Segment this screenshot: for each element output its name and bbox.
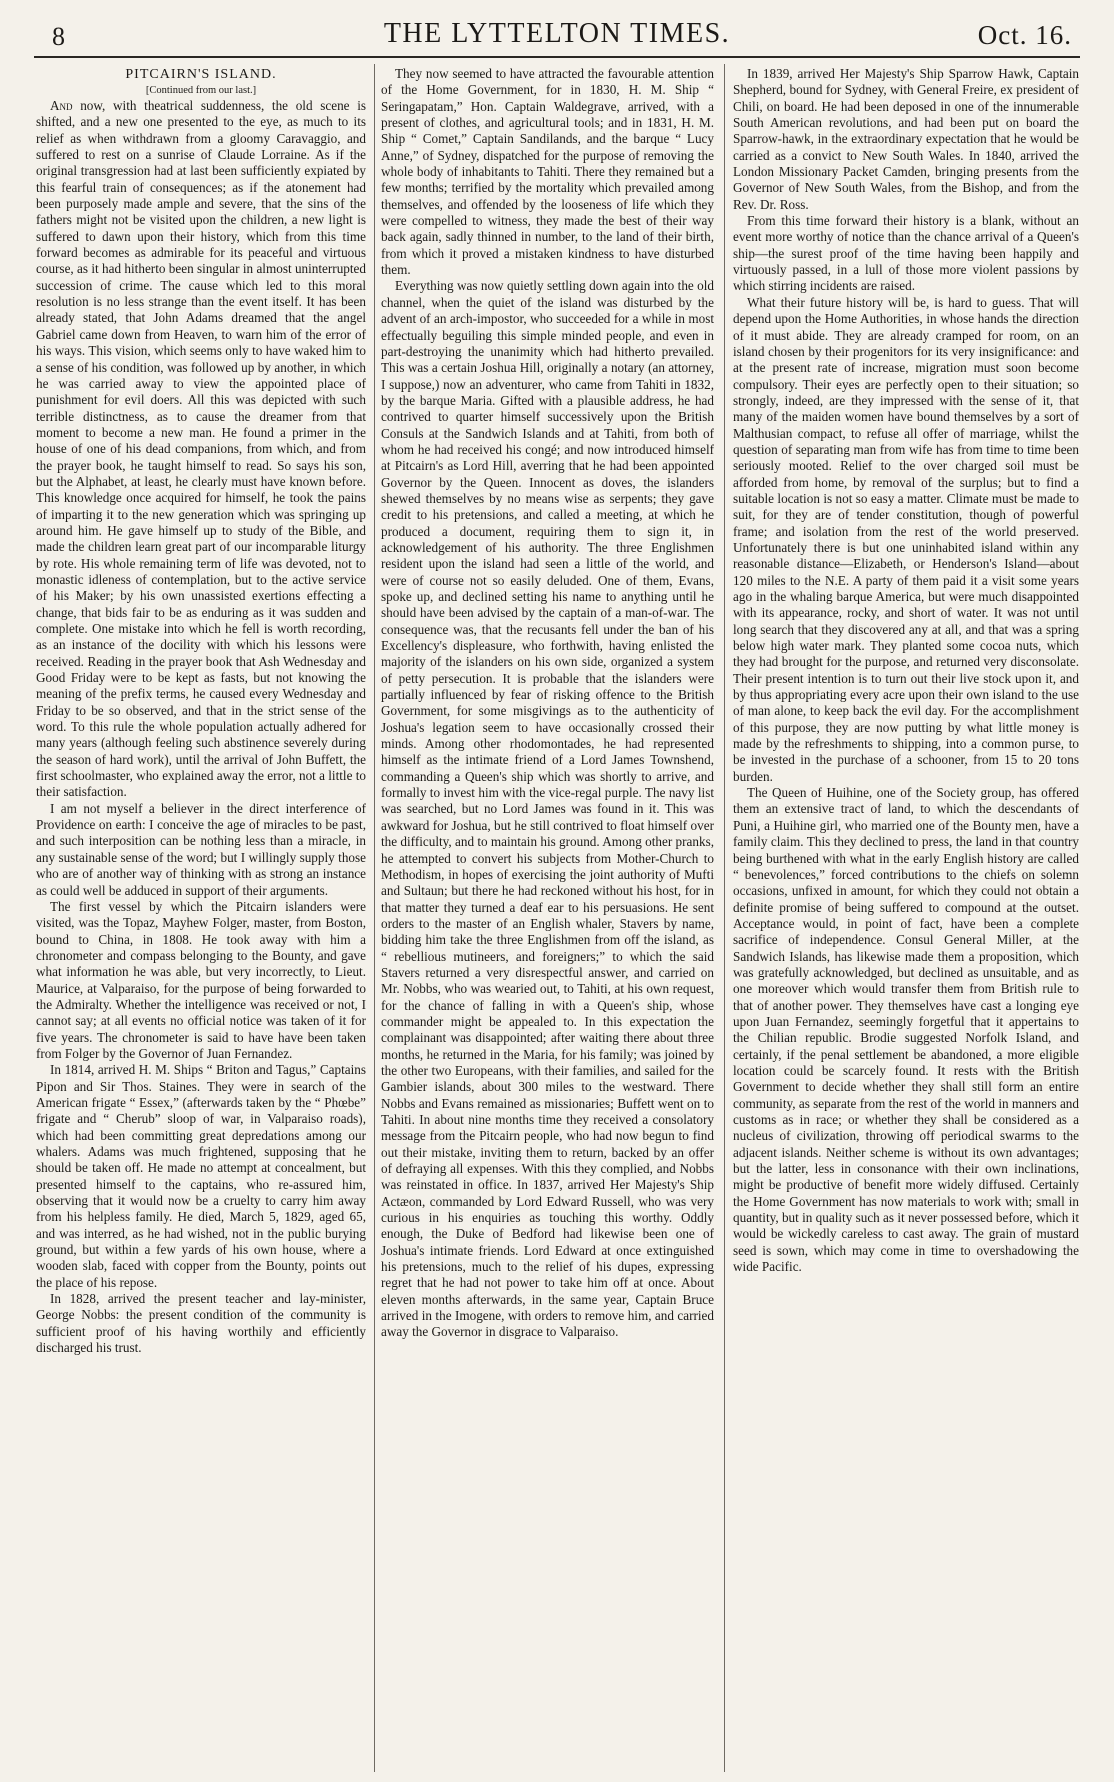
article-continued-note: [Continued from our last.] [145,85,257,96]
paragraph [36,98,366,801]
paragraph: In 1814, arrived H. M. Ships “ Briton and Tagus,” Captains Pipon and Sir Thos. Staines. They were in search of the American frigate “ Essex,” (afterwards taken by the “ Phœbe” frigate and “ Cherub” sloop of war, in Valparaiso roads), which had been committing great depredations among our whalers. Adams was much frightened, supposing that he should be taken off. He made no attempt at concealment, but presented himself to the captains, who re-assured him, observing that it would now be a cruelty to carry him away from his helpless family. He died, March 5, 1829, aged 65, and was interred, as he had wished, not in the public burying ground, but within a few yards of his own house, where a wooden slab, faced with copper from the Bounty, points out the place of his repose. [36,1062,366,1290]
paragraph: Everything was now quietly settling down again into the old channel, when the quiet of the island was disturbed by the advent of an arch-impostor, who succeeded for a while in most effectually beguiling this simple minded people, and even in part-destroying the unanimity which had hitherto prevailed. This was a certain Joshua Hill, originally a notary (an attorney, I suppose,) now an adventurer, who came from Tahiti in 1832, by the barque Maria. Gifted with a plausible address, he had contrived to quarter himself successively upon the British Consuls at the Sandwich Islands and at Tahiti, from both of whom he had received his congé; and now introduced himself at Pitcairn's as Lord Hill, averring that he had been appointed Governor by the Queen. Innocent as doves, the islanders shewed themselves by no means wise as serpents; they gave credit to his pretensions, and called a meeting, at which he produced a document, requiring them to sign it, in acknowledgement of his authority. The three Englishmen resident upon the island had seen a little of the world, and were of course not so easily deluded. One of them, Evans, spoke up, and declined setting his name to anything until he should have been advised by the captain of a man-of-war. The consequence was, that the recusants fell under the ban of his Excellency's displeasure, who forthwith, having enlisted the majority of the islanders on his own side, organized a system of petty persecution. It is probable that the islanders were partially influenced by fear of risking offence to the British Government, for some misgivings as to the authenticity of Joshua's legation seem to have occasionally crossed their minds. Among other rhodomontades, he had represented himself as the intimate friend of a Lord James Townshend, commanding a Queen's ship which was shortly to arrive, and formally to invest him with the vice-regal purple. The navy list was searched, but no Lord James was found in it. This was awkward for Joshua, but he still contrived to float himself over the difficulty, and to maintain his ground. Among other pranks, he attempted to convert his subjects from Mother-Church to Methodism, in hopes of exercising the joint authority of Mufti and Sultaun; but there he had reckoned without his host, for in that matter they turned a deaf ear to his persuasions. He sent orders to the master of an English whaler, Stavers by name, bidding him take the three Englishmen from off the island, as “ rebellious mutineers, and foreigners;” to which the said Stavers returned a very disrespectful answer, and carried on Mr. Nobbs, who was wearied out, to Tahiti, at his own request, for the chance of falling in with a Queen's ship, whose commander might be appealed to. In this expectation the complainant was disappointed; after waiting there about three months, he returned in the Maria, for his family; was joined by the other two Europeans, with their families, and sailed for the Gambier islands, about 300 miles to the westward. There Nobbs and Evans remained as missionaries; Buffett went on to Tahiti. In about nine months time they received a consolatory message from the Pitcairn people, who had now begun to find out their mistake, inviting them to return, backed by an offer of defraying all expenses. With this they complied, and Nobbs was reinstated in office. In 1837, arrived Her Majesty's Ship Actæon, commanded by Lord Edward Russell, who was very curious in his enquiries as touching this worthy. Oddly enough, the Duke of Bedford had likewise been one of Joshua's intimate friends. Lord Edward at once extinguished his pretensions, much to the relief of his dupes, expressing regret that he had not power to take him off at once. About eleven months afterwards, in the same year, Captain Bruce arrived in the Imogene, with orders to remove him, and carried away the Governor in disgrace to Valparaiso. [381,278,714,1340]
lead-word: And [50,98,73,113]
paragraph: In 1839, arrived Her Majesty's Ship Sparrow Hawk, Captain Shepherd, bound for Sydney, with General Freire, ex president of Chili, on board. He had been deposed in one of the innumerable South American revolutions, and had been put on board the Sparrow-hawk, in the extraordinary expectation that he would be carried as a convict to New South Wales. In 1840, arrived the London Missionary Packet Camden, bringing presents from the Governor of New South Wales, from the Bishop, and from the Rev. Dr. Ross. [733,66,1079,212]
paragraph: The Queen of Huihine, one of the Society group, has offered them an extensive tract of land, to which the descendants of Puni, a Huihine girl, who married one of the Bounty men, have a family claim. This they declined to press, the land in that country being burthened with what in the early English history are called “ benevolences,” forced contributions to the chiefs on solemn occasions, unfixed in amount, for which they could not obtain a definite promise of being suffered to compound at the outset. Acceptance would, in point of fact, have been a complete sacrifice of independence. Consul General Miller, at the Sandwich Islands, has likewise made them a proposition, which was gratefully acknowledged, but declined as unsuitable, and as one moreover which would transfer them from British rule to that of another power. They themselves have cast a longing eye upon Juan Fernandez, seemingly forgetful that it appertains to the Chilian republic. Brodie suggested Norfolk Island, and certainly, if the penal settlement be abandoned, a more eligible location could be scarcely found. It rests with the British Government to decide whether they shall still form an entire community, as separate from the rest of the world in manners and customs as in race; or whether they shall be considered as a nucleus of civilization, throwing off periodical swarms to the adjacent islands. Neither scheme is without its own advantages; but the latter, less in consonance with their own inclinations, might be productive of benefit more widely diffused. Certainly the Home Government has now materials to work with; small in quantity, but in quality such as it never possessed before, which it would be wickedly careless to cast away. The grain of mustard seed is sown, which may come in time to overshadowing the wide Pacific. [733,785,1079,1275]
column-3 [733,66,1079,1772]
masthead [34,16,1080,58]
paragraph: I am not myself a believer in the direct interference of Providence on earth: I conceive the age of miracles to be past, and such interposition can be nothing less than a miracle, in any sustainable sense of the word; but I willingly supply those who are of another way of thinking with as strong an instance as could well be adduced in support of their arguments. [36,800,366,898]
paragraph: From this time forward their history is a blank, without an event more worthy of notice than the chance arrival of a Queen's ship—the surest proof of the time having been happily and virtuously passed, in a lull of those more violent passions by which stirring incidents are raised. [733,213,1079,294]
column-2 [381,66,714,1772]
paragraph: They now seemed to have attracted the favourable attention of the Home Government, for in 1830, H. M. Ship “ Seringapatam,” Hon. Captain Waldegrave, arrived, with a present of clothes, and agricultural tools; and in 1831, H. M. Ship “ Comet,” Captain Sandilands, and the barque “ Lucy Anne,” of Sydney, dispatched for the purpose of removing the whole body of inhabitants to Tahiti. There they remained but a few months; terrified by the mortality which prevailed among themselves, and offended by the looseness of life which they were compelled to witness, they made the best of their way back again, sadly thinned in number, to the land of their birth, from which it proved a mistaken kindness to have disturbed them. [381,66,714,278]
issue-date: Oct. 16. [977,20,1072,50]
newspaper-title: THE LYTTELTON TIMES. [383,18,731,49]
paragraph: The first vessel by which the Pitcairn islanders were visited, was the Topaz, Mayhew Folger, master, from Boston, bound to China, in 1808. He took away with him a chronometer and compass belonging to the Bounty, and gave what information he was able, but very incorrectly, to Lieut. Maurice, at Valparaiso, for the purpose of being forwarded to the Admiralty. Whether the intelligence was received or not, I cannot say; at all events no official notice was taken of it for five years. The chronometer is said to have have been taken from Folger by the Governor of Juan Fernandez. [36,898,366,1061]
column-1 [36,66,366,1772]
page-number: 8 [52,22,65,51]
paragraph: What their future history will be, is hard to guess. That will depend upon the Home Authorities, in whose hands the direction of it must abide. They are already cramped for room, on an island chosen by their progenitors for its very insignificance: and at the present rate of increase, migration must soon become compulsory. Their eyes are perfectly open to their situation; so strongly, indeed, are they impressed with the sense of it, that many of the maiden women have bound themselves by a sort of Malthusian compact, to refuse all offer of marriage, whilst the question of separating man from wife has from time to time been seriously mooted. Relief to the over charged soil must be afforded from home, by removal of the surplus; but to find a suitable location is not so easy a matter. Climate must be made to suit, for they are of tender constitution, though of powerful frame; and isolation from the rest of the world preserved. Unfortunately there is but one uninhabited island within any reasonable distance—Elizabeth, or Henderson's Island—about 120 miles to the N.E. A party of them paid it a visit some years ago in the whaling barque America, but were much disappointed with its appearance, rocky, and short of water. It was not until long search that they discovered any at all, and that was a spring below high water mark. They planted some cocoa nuts, which they had brought for the purpose, and returned very disconsolate. Their present intention is to turn out their live stock upon it, and by thus appropriating every acre upon their own island to the use of man alone, to keep back the evil day. For the accomplishment of this purpose, they are now putting by what little money is made by the refreshments to shipping, into a common purse, to be invested in the purchase of a schooner, from 15 to 20 tons burden. [733,294,1079,784]
paragraph: In 1828, arrived the present teacher and lay-minister, George Nobbs: the present condition of the community is sufficient proof of his having worthily and efficiently discharged his trust. [36,1291,366,1356]
paragraph-text: now, with theatrical suddenness, the old scene is shifted, and a new one presented to the eye, as much to its relief as when withdrawn from a gloomy Caravaggio, and suffered to rest on a sunrise of Claude Lorraine. As if the original transgression had at last been sufficiently expiated by this fearful train of consequences; as if the atonement had been purposely made ample and severe, that the sins of the fathers might not be visited upon the children, a new light is suffered to dawn upon their history, which from this time forward becomes as admirable for its peaceful and virtuous course, as it had hitherto been singular in almost uninterrupted succession of crime. The cause which led to this moral resolution is no less strange than the event itself. It has been already stated, that John Adams dreamed that the angel Gabriel came down from Heaven, to warn him of the error of his ways. This vision, which seems only to have waked him to a sense of his condition, was followed up by another, in which he was carried away to view the appointed place of punishment for evil doers. All this was depicted with such terrible distinctness, as to cause the dreamer from that moment to become a new man. He found a primer in the house of one of his dead companions, from which, and from the prayer book, he taught himself to read. So says his son, but the Alphabet, at least, he clearly must have known before. This knowledge once acquired for himself, he took the pains of imparting it to the new generation which was springing up around him. He gave himself up to study of the Bible, and made the children learn great part of our incomparable liturgy by rote. His whole remaining term of life was devoted, not to monastic idleness of contemplation, but to the active service of his Maker; by his own unassisted exertions effecting a change, that bids fair to be as enduring as it was sudden and complete. One mistake into which he fell is worth recording, as an instance of the docility with which his lessons were received. Reading in the prayer book that Ash Wednesday and Good Friday were to be kept as fasts, but not knowing the meaning of the prefix terms, he caused every Wednesday and Friday to be so observed, and that in the strict sense of the word. To this rule the whole population actually adhered for many years (although feeling such abstinence severely during the season of hard work), until the arrival of John Buffett, the first schoolmaster, who explained away the error, not a little to their satisfaction. [36,98,366,800]
article-title: PITCAIRN'S ISLAND. [125,67,277,82]
column-divider [724,64,725,1772]
column-divider [374,64,375,1772]
